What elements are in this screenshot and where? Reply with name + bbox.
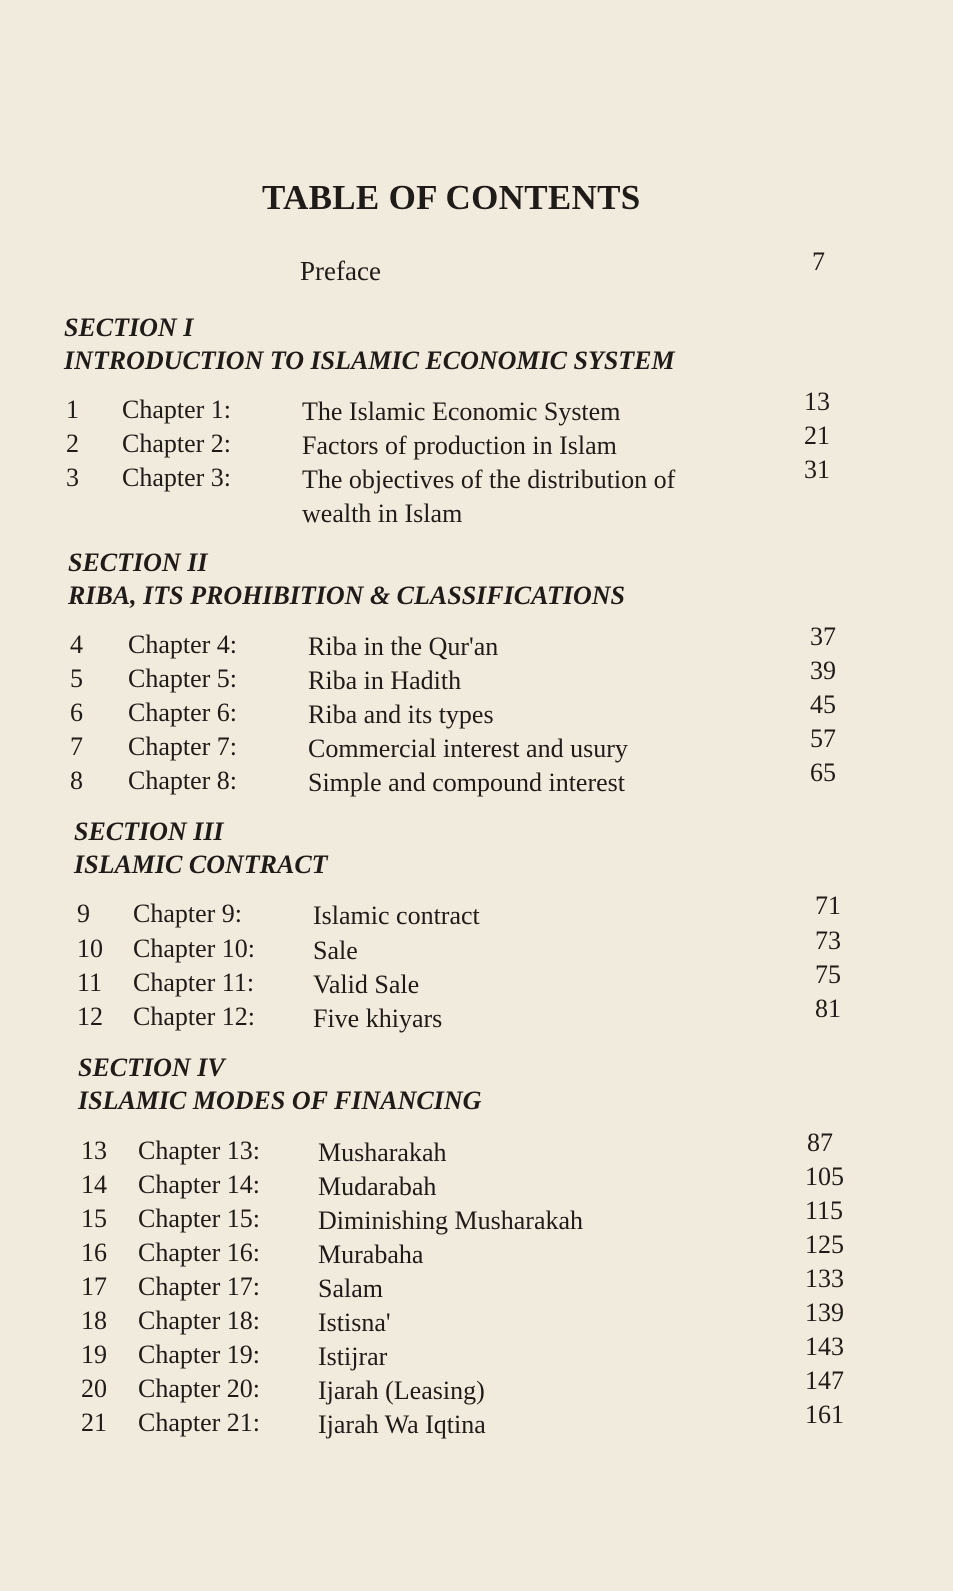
chapter-title-line: wealth in Islam <box>302 499 463 528</box>
entry-number: 9 <box>77 899 90 928</box>
section-heading <box>64 311 675 377</box>
toc-entry[interactable] <box>0 960 953 1002</box>
section-label: SECTION II <box>68 548 208 577</box>
entry-number: 2 <box>66 429 79 458</box>
toc-entry[interactable] <box>0 455 953 528</box>
page-number: 143 <box>805 1332 844 1361</box>
toc-entry[interactable] <box>0 891 953 933</box>
preface-title: Preface <box>300 256 381 286</box>
chapter-label: Chapter 16: <box>138 1238 261 1267</box>
page-number: 71 <box>815 891 841 920</box>
page-number: 73 <box>815 926 841 955</box>
section-name: INTRODUCTION TO ISLAMIC ECONOMIC SYSTEM <box>64 346 675 375</box>
chapter-label: Chapter 3: <box>122 463 232 492</box>
entry-number: 19 <box>81 1340 107 1369</box>
chapter-title: Ijarah (Leasing) <box>318 1376 485 1405</box>
page-number: 133 <box>805 1264 844 1293</box>
entry-number: 10 <box>77 934 103 963</box>
entry-number: 7 <box>70 732 83 761</box>
chapter-label: Chapter 1: <box>122 395 232 424</box>
entry-number: 16 <box>81 1238 107 1267</box>
chapter-title: Istijrar <box>318 1342 388 1371</box>
entry-number: 17 <box>81 1272 107 1301</box>
chapter-label: Chapter 5: <box>128 664 238 693</box>
chapter-title: Riba in the Qur'an <box>308 632 499 661</box>
entry-number: 18 <box>81 1306 107 1335</box>
chapter-title <box>302 463 675 531</box>
entry-number: 13 <box>81 1136 107 1165</box>
page-number: 45 <box>810 690 836 719</box>
section-name: ISLAMIC CONTRACT <box>74 850 328 879</box>
page-number: 31 <box>804 455 830 484</box>
chapter-label: Chapter 9: <box>133 899 243 928</box>
toc-entry[interactable] <box>0 1400 953 1442</box>
chapter-title-line: The objectives of the distribution of <box>302 465 676 494</box>
page-number: 161 <box>805 1400 844 1429</box>
entry-number: 21 <box>81 1408 107 1437</box>
chapter-title: Islamic contract <box>313 901 480 930</box>
page-number: 39 <box>810 656 836 685</box>
page-number: 105 <box>805 1162 844 1191</box>
chapter-title: Murabaha <box>318 1240 424 1269</box>
page-number: 13 <box>804 387 830 416</box>
chapter-label: Chapter 15: <box>138 1204 261 1233</box>
toc-entry[interactable] <box>0 758 953 800</box>
chapter-label: Chapter 4: <box>128 630 238 659</box>
section-label: SECTION III <box>74 817 224 846</box>
section-name: ISLAMIC MODES OF FINANCING <box>78 1086 482 1115</box>
chapter-title: Mudarabah <box>318 1172 437 1201</box>
chapter-title: Sale <box>313 936 358 965</box>
chapter-label: Chapter 14: <box>138 1170 261 1199</box>
entry-number: 6 <box>70 698 83 727</box>
chapter-title: Salam <box>318 1274 383 1303</box>
chapter-title: Riba and its types <box>308 700 494 729</box>
page-title: TABLE OF CONTENTS <box>262 178 641 217</box>
chapter-title: The Islamic Economic System <box>302 397 621 426</box>
page-number: 57 <box>810 724 836 753</box>
chapter-label: Chapter 11: <box>133 968 255 997</box>
chapter-label: Chapter 19: <box>138 1340 261 1369</box>
page-number: 65 <box>810 758 836 787</box>
page-number: 147 <box>805 1366 844 1395</box>
page-number: 139 <box>805 1298 844 1327</box>
chapter-label: Chapter 18: <box>138 1306 261 1335</box>
section-label: SECTION IV <box>78 1053 225 1082</box>
chapter-label: Chapter 17: <box>138 1272 261 1301</box>
page-number: 75 <box>815 960 841 989</box>
chapter-title: Five khiyars <box>313 1004 443 1033</box>
preface-page-number: 7 <box>812 247 825 276</box>
page-number: 125 <box>805 1230 844 1259</box>
chapter-title: Musharakah <box>318 1138 447 1167</box>
section-name: RIBA, ITS PROHIBITION & CLASSIFICATIONS <box>68 581 626 610</box>
section-heading <box>74 815 328 881</box>
entry-number: 5 <box>70 664 83 693</box>
chapter-label: Chapter 7: <box>128 732 238 761</box>
page-number: 21 <box>804 421 830 450</box>
toc-entry[interactable] <box>0 994 953 1036</box>
chapter-label: Chapter 13: <box>138 1136 261 1165</box>
chapter-title: Istisna' <box>318 1308 391 1337</box>
entry-number: 14 <box>81 1170 107 1199</box>
page-number: 81 <box>815 994 841 1023</box>
entry-number: 15 <box>81 1204 107 1233</box>
page-number: 37 <box>810 622 836 651</box>
chapter-label: Chapter 10: <box>133 934 256 963</box>
page-number: 115 <box>805 1196 844 1225</box>
entry-number: 20 <box>81 1374 107 1403</box>
chapter-title: Diminishing Musharakah <box>318 1206 584 1235</box>
toc-entry[interactable] <box>0 926 953 968</box>
chapter-title: Valid Sale <box>313 970 420 999</box>
chapter-title: Ijarah Wa Iqtina <box>318 1410 486 1439</box>
chapter-title: Factors of production in Islam <box>302 431 617 460</box>
entry-number: 1 <box>66 395 79 424</box>
chapter-label: Chapter 8: <box>128 766 238 795</box>
entry-number: 4 <box>70 630 83 659</box>
chapter-label: Chapter 12: <box>133 1002 256 1031</box>
section-heading <box>68 546 625 612</box>
section-label: SECTION I <box>64 313 194 342</box>
chapter-title: Commercial interest and usury <box>308 734 628 763</box>
page-number: 87 <box>807 1128 833 1157</box>
chapter-label: Chapter 6: <box>128 698 238 727</box>
chapter-title: Simple and compound interest <box>308 768 626 797</box>
section-heading <box>78 1051 481 1117</box>
chapter-title: Riba in Hadith <box>308 666 462 695</box>
entry-number: 11 <box>77 968 103 997</box>
entry-number: 12 <box>77 1002 103 1031</box>
chapter-label: Chapter 20: <box>138 1374 261 1403</box>
entry-number: 3 <box>66 463 79 492</box>
chapter-label: Chapter 2: <box>122 429 232 458</box>
chapter-label: Chapter 21: <box>138 1408 261 1437</box>
entry-number: 8 <box>70 766 83 795</box>
